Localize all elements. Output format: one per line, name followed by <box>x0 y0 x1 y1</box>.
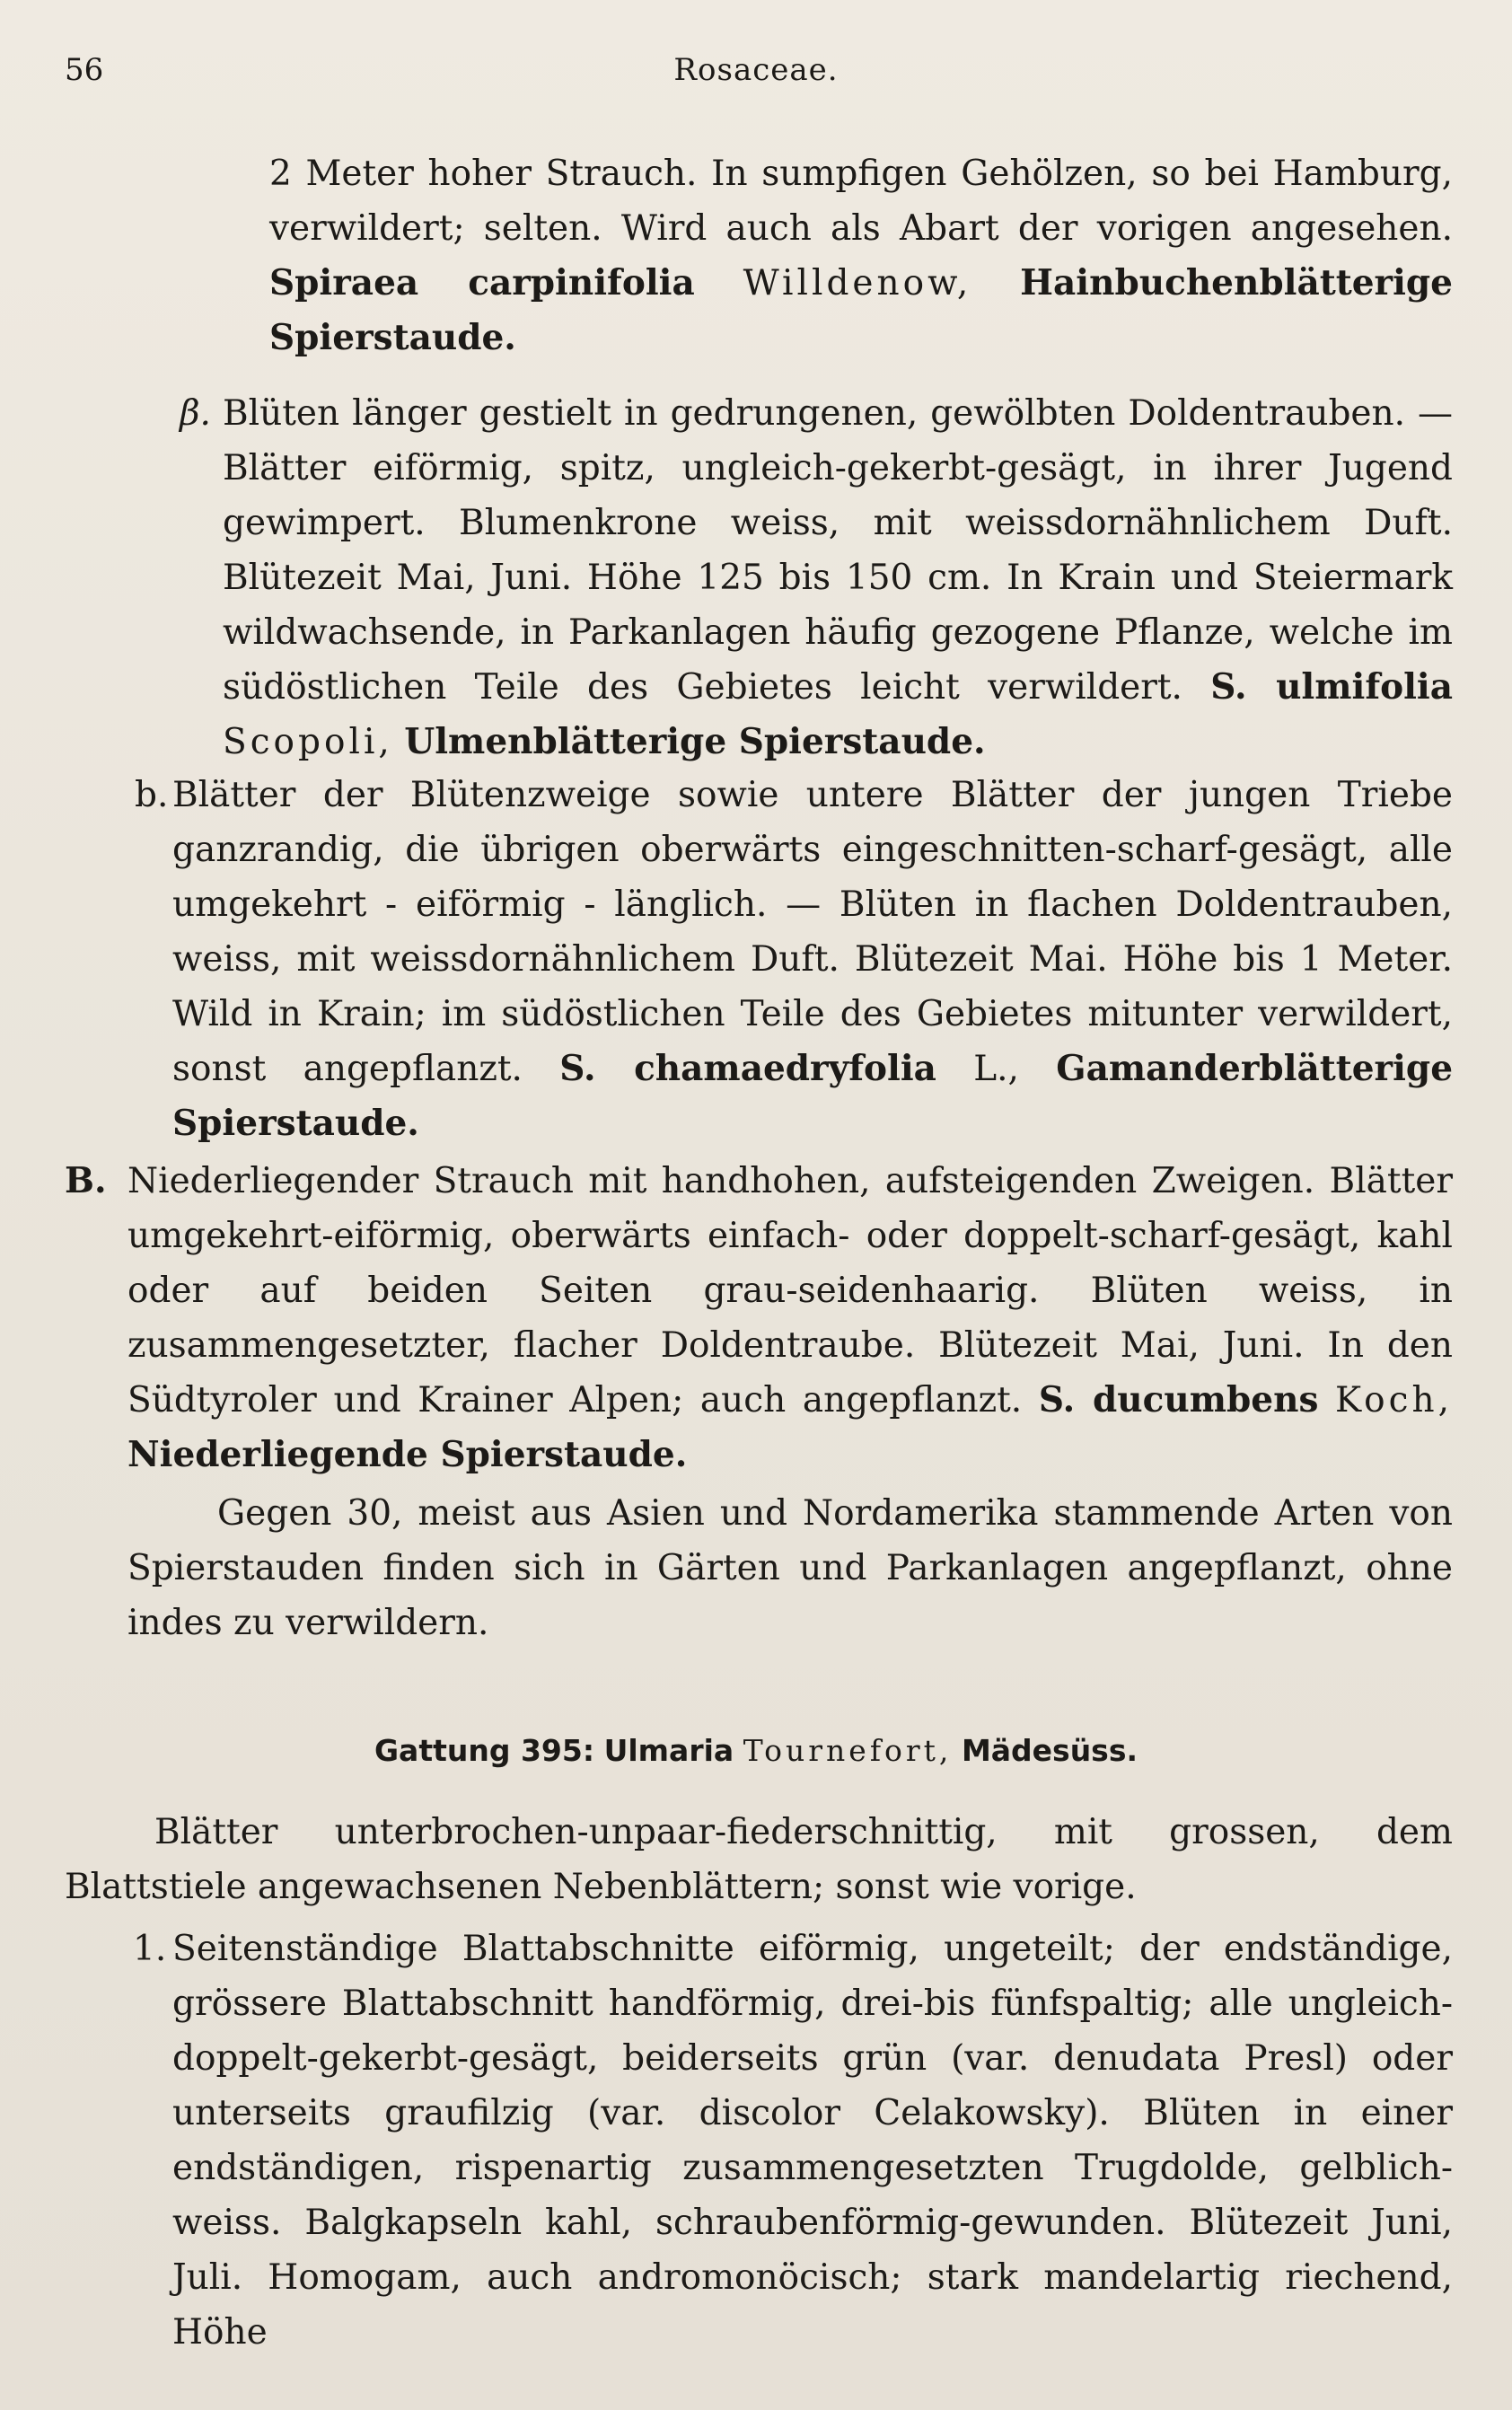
species-name: Spiraea carpinifolia <box>269 262 695 303</box>
species-common-name: Hainbuchenblätterige Spierstaude. <box>269 262 1453 358</box>
paragraph-item-1: Seitenständige Blattabschnitte eiförmig, ungeteilt; der endständige, grössere Blattabschnitt handförmig, drei-bis fünfspaltig; alle ungleich-doppelt-gekerbt-gesägt, beiderseits grün (var. denudata Presl) oder unterseits graufilzig (var. discolor Celakowsky). Blüten in einer endständigen, rispenartig zusammengesetzten Trugdolde, gelblich-weiss. Balgkapseln kahl, schraubenförmig-gewunden. Blütezeit Juni, Juli. Homogam, auch andromonöcisch; stark mandelartig riechend, Höhe <box>172 1929 1453 2353</box>
species-name: S. chamaedryfolia <box>559 1048 936 1089</box>
species-common-name: Niederliegende Spierstaude. <box>127 1434 688 1475</box>
species-name: S. ducumbens <box>1038 1379 1319 1420</box>
paragraph-beta: Blüten länger gestielt in gedrungenen, gewölbten Doldentrauben. — Blätter eiförmig, spitz, ungleich-gekerbt-gesägt, in ihrer Jugend gewimpert. Blumenkrone weiss, mit weissdornähnlichem Duft. Blütezeit Mai, Juni. Höhe 125 bis 150 cm. In Krain und Steiermark wildwachsende, in Parkanlagen häufig gezogene Pflanze, welche im südöstlichen Teile des Gebietes leicht verwildert. S. ulmifolia Scopoli, Ulmenblätterige Spierstaude. <box>223 393 1454 762</box>
species-author: L., <box>973 1049 1019 1089</box>
genus-author: Tournefort, <box>743 1733 953 1768</box>
species-author: Scopoli, <box>223 722 393 762</box>
page-number: 56 <box>65 52 104 88</box>
species-common-name: Ulmenblätterige Spierstaude. <box>404 721 986 762</box>
genus-name: Ulmaria <box>603 1733 734 1768</box>
species-author: Willdenow, <box>743 263 972 303</box>
running-header <box>65 52 1447 97</box>
paragraph-b: Blätter der Blütenzweige sowie untere Blätter der jungen Triebe ganzrandig, die übrigen oberwärts eingeschnitten-scharf-gesägt, alle umgekehrt - eiförmig - länglich. — Blüten in flachen Doldentrauben, weiss, mit weissdornähnlichem Duft. Blütezeit Mai. Höhe bis 1 Meter. Wild in Krain; im südöstlichen Teile des Gebietes mitunter verwildert, sonst angepflanzt. S. chamaedryfolia L., Gamanderblätterige Spierstaude. <box>172 775 1454 1144</box>
species-name: S. ulmifolia <box>1210 666 1454 708</box>
running-title: Rosaceae. <box>673 52 839 88</box>
paragraph-continuation: 2 Meter hoher Strauch. In sumpfigen Gehölzen, so bei Hamburg, verwildert; selten. Wird auch als Abart der vorigen angesehen. Spiraea carpinifolia Willdenow, Hainbuchenblätterige Spierstaude. <box>269 154 1453 358</box>
paragraph-note: Gegen 30, meist aus Asien und Nordamerika stammende Arten von Spierstauden finden sich in Gärten und Parkanlagen angepflanzt, ohne indes zu verwildern. <box>127 1493 1453 1643</box>
genus-heading <box>0 1728 1512 1773</box>
genus-common-name: Mädesüss. <box>961 1733 1138 1768</box>
item-marker-b: b. <box>135 775 169 815</box>
species-common-name: Gamanderblätterige Spierstaude. <box>172 1048 1454 1144</box>
item-marker-B: B. <box>65 1160 107 1201</box>
paragraph-genus-description: Blätter unterbrochen-unpaar-fiederschnittig, mit grossen, dem Blattstiele angewachsenen Nebenblättern; sonst wie vorige. <box>65 1812 1453 1907</box>
species-author: Koch, <box>1335 1380 1453 1420</box>
genus-label: Gattung 395: <box>374 1733 595 1768</box>
item-marker-1: 1. <box>133 1929 167 1969</box>
item-marker-beta: β. <box>180 393 211 434</box>
paragraph-B: Niederliegender Strauch mit handhohen, aufsteigenden Zweigen. Blätter umgekehrt-eiförmig, oberwärts einfach- oder doppelt-scharf-gesägt, kahl oder auf beiden Seiten grau-seidenhaarig. Blüten weiss, in zusammengesetzter, flacher Doldentraube. Blütezeit Mai, Juni. In den Südtyroler und Krainer Alpen; auch angepflanzt. S. ducumbens Koch, Niederliegende Spierstaude. <box>127 1161 1453 1475</box>
